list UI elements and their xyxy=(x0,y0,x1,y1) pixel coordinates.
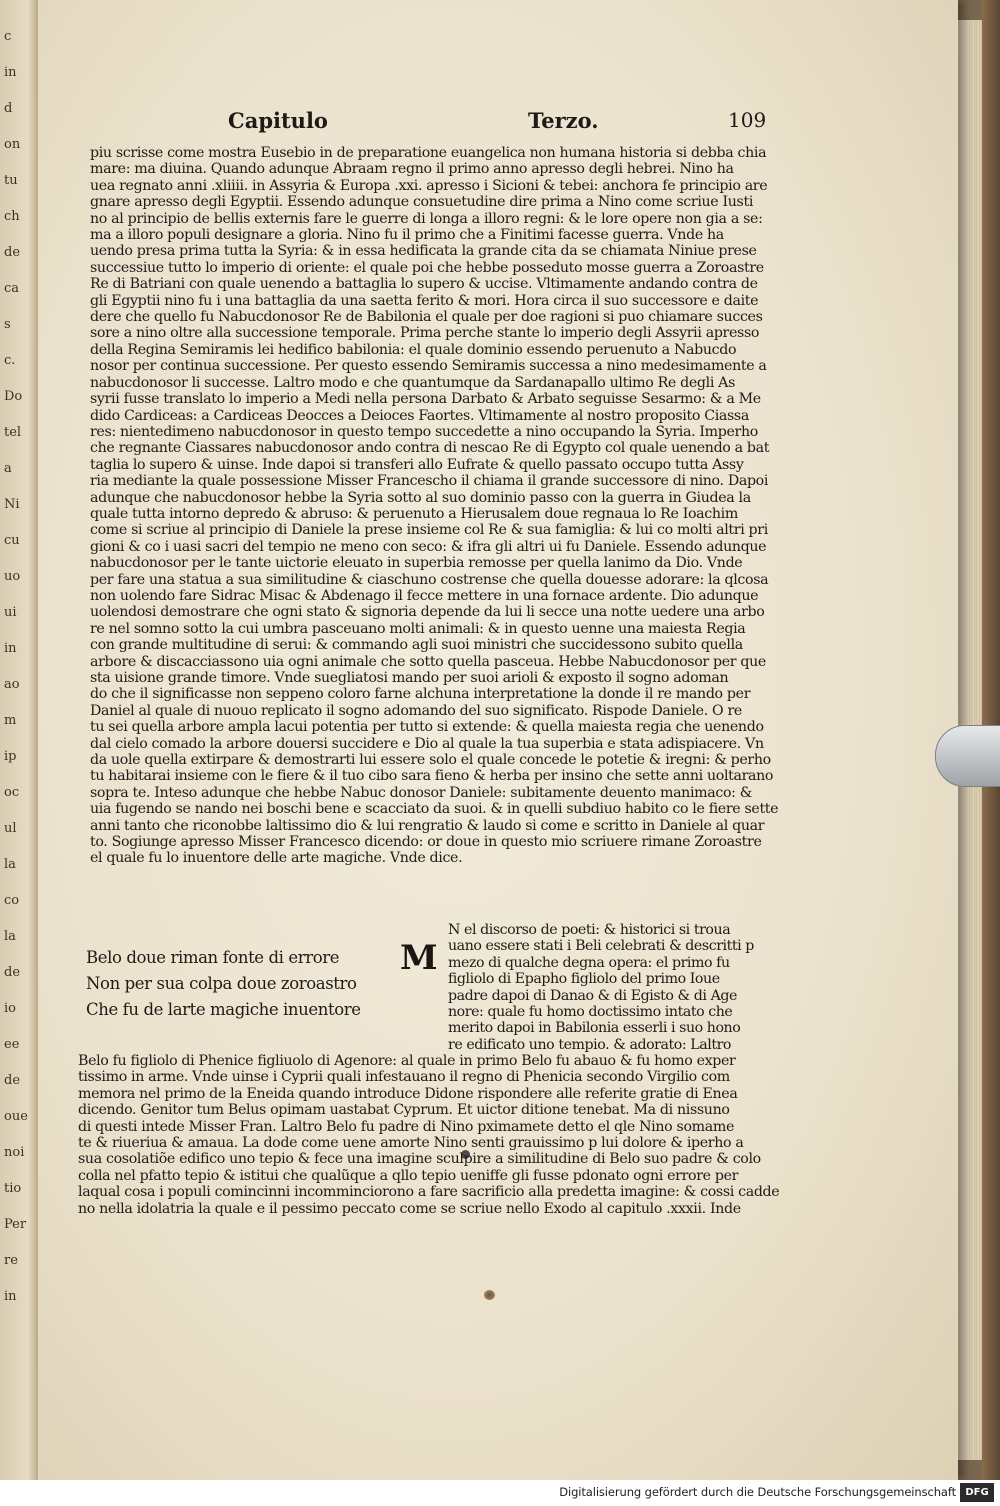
commentary-line: anni tanto che riconobbe laltissimo dio & lui rengratio & laudo si come e scritto in Daniele al quar xyxy=(90,817,765,834)
commentary-line: della Regina Semiramis lei hedifico babilonia: el quale dominio essendo peruenuto a Nabucdo xyxy=(90,341,737,358)
right-column-line: mezo di qualche degna opera: el primo fu xyxy=(448,954,730,971)
commentary-line: arbore & discacciassono uia ogni animale che sotto quella pasceua. Hebbe Nabucdonosor per que xyxy=(90,653,766,670)
left-page-fragment: re xyxy=(4,1253,18,1268)
right-column-line: re edificato uno tempio. & adorato: Laltro xyxy=(448,1036,731,1053)
right-column-text xyxy=(448,922,788,1053)
left-page-fragment: in xyxy=(4,1289,17,1304)
final-text-line: no nella idolatria la quale e il pessimo peccato come se scriue nello Exodo al capitulo .xxxii. Inde xyxy=(78,1200,741,1217)
final-text-line: Belo fu figliolo di Phenice figliuolo di Agenore: al quale in primo Belo fu abauo & fu homo exper xyxy=(78,1053,736,1069)
drop-initial: M xyxy=(400,938,438,978)
final-text-line: colla nel pfatto tepio & istitui che qualũque a qllo tepio ueniffe gli fusse pdonato ogni errore per xyxy=(78,1167,739,1184)
left-page-fragment: oc xyxy=(4,785,20,800)
left-page-fragment: ch xyxy=(4,209,20,224)
left-page-fragment: c xyxy=(4,29,12,44)
dfg-logo: DFG xyxy=(960,1483,994,1502)
commentary-line: piu scrisse come mostra Eusebio in de preparatione euangelica non humana historia si debba chia xyxy=(90,145,767,161)
commentary-line: dal cielo comado la arbore douersi succidere e Dio al quale la tua superbia e stata adispiacere. Vn xyxy=(90,735,764,752)
commentary-line: come si scriue al principio di Daniele la prese insieme col Re & sua famiglia: & lui co molti altri pri xyxy=(90,522,768,539)
commentary-line: successiue tutto lo imperio di oriente: el quale poi che hebbe posseduto mosse guerra a Zoroastre xyxy=(90,259,764,276)
verse-line: Non per sua colpa doue zoroastro xyxy=(86,974,357,993)
commentary-line: taglia lo supero & uinse. Inde dapoi si transferi allo Eufrate & quello passato occupo tutta Assy xyxy=(90,456,744,473)
final-text-line: di questi intede Misser Fran. Laltro Belo fu padre di Nino pximamete detto el qle Nino somame xyxy=(78,1118,734,1135)
commentary-line: nabucdonosor per le tante uictorie eleuato in superbia remosse per quella lanimo da Dio. Vnde xyxy=(90,555,743,572)
final-text-line: sua cosolatiõe edifico uno tepio & fece una imagine sculpire a similitudine di Belo suo padre & colo xyxy=(78,1151,761,1168)
commentary-line: uea regnato anni .xliiii. in Assyria & Europa .xxi. apresso i Sicioni & tebei: anchora fe principio are xyxy=(90,177,768,194)
paper-smudge xyxy=(484,1290,495,1300)
left-page-edge xyxy=(0,0,40,1480)
right-column-line: padre dapoi di Danao & di Egisto & di Age xyxy=(448,987,737,1004)
commentary-line: Daniel al quale di nuouo replicato il sogno adomando del suo significato. Rispode Daniele. O re xyxy=(90,702,742,719)
commentary-line: uolendosi demostrare che ogni stato & signoria depende da lui li secce una notte uedere una arbo xyxy=(90,604,765,621)
final-text-line: tissimo in arme. Vnde uinse i Cyprii quali infestauano il regno di Phenicia secondo Virgilio com xyxy=(78,1069,730,1086)
commentary-line: tu habitarai insieme con le fiere & il tuo cibo sara fieno & herba per insino che sette anni uoltarano xyxy=(90,768,774,785)
commentary-line: do che il significasse non seppeno coloro farne alchuna interpretatione la donde il re mando per xyxy=(90,686,751,703)
commentary-text-block xyxy=(90,145,790,867)
left-page-fragment: de xyxy=(4,965,21,980)
final-text-line: dicendo. Genitor tum Belus opimam uastabat Cyprum. Et uictor ditione tenebat. Ma di nissuno xyxy=(78,1102,730,1119)
right-column-line: nore: quale fu homo doctissimo intato che xyxy=(448,1004,733,1021)
left-page-fragment: a xyxy=(4,461,12,476)
left-page-fragment: cu xyxy=(4,533,20,548)
commentary-line: syrii fusse translato lo imperio a Medi nella persona Darbato & Arbato seguisse Sesarmo: & a Me xyxy=(90,391,761,408)
right-column-line: merito dapoi in Babilonia esserli i suo hono xyxy=(448,1020,741,1037)
left-page-fragment: in xyxy=(4,65,17,80)
left-page-fragment: uo xyxy=(4,569,21,584)
commentary-line: Re di Batriani con quale uenendo a battaglia lo supero & uccise. Vltimamente andando contra de xyxy=(90,276,758,293)
commentary-line: adunque che nabucdonosor hebbe la Syria sotto al suo dominio passo con la guerra in Giudea la xyxy=(90,489,751,506)
left-page-fragment: co xyxy=(4,893,20,908)
commentary-line: gnare apresso degli Egyptii. Essendo adunque consuetudine dire prima a Nino come scriue Iusti xyxy=(90,194,754,211)
commentary-line: uendo presa prima tutta la Syria: & in essa hedificata la grande cita da se chiamata Niniue prese xyxy=(90,243,757,260)
commentary-line: nosor per continua successione. Per questo essendo Semiramis successa a nino medesimamente a xyxy=(90,358,767,375)
left-page-fragment: in xyxy=(4,641,17,656)
left-page-fragment: la xyxy=(4,929,16,944)
left-page-fragment: ca xyxy=(4,281,20,296)
final-text-line: te & riueriua & amaua. La dode come uene amorte Nino senti grauissimo p lui dolore & iperho a xyxy=(78,1135,744,1152)
left-page-fragment: m xyxy=(4,713,17,728)
left-page-fragment: c. xyxy=(4,353,16,368)
left-page-fragment: oue xyxy=(4,1109,28,1124)
left-page-fragment: Do xyxy=(4,389,23,404)
commentary-line: mare: ma diuina. Quando adunque Abraam regno il primo anno apresso degli hebrei. Nino ha xyxy=(90,161,734,178)
right-column-line: figliolo di Epapho figliolo del primo Ioue xyxy=(448,971,720,988)
commentary-line: non uolendo fare Sidrac Misac & Abdenago il fecce mettere in una fornace ardente. Dio adunque xyxy=(90,587,759,604)
footer-credit: Digitalisierung gefördert durch die Deutsche Forschungsgemeinschaft xyxy=(559,1485,956,1499)
commentary-line: da uole quella extirpare & demostrarti lui essere solo el quale concede le potetie & iregni: & perho xyxy=(90,752,771,769)
left-page-fragment: d xyxy=(4,101,13,116)
left-page-fragment: io xyxy=(4,1001,16,1016)
page-number: 109 xyxy=(728,108,767,132)
running-head xyxy=(38,108,958,138)
left-page-fragment: la xyxy=(4,857,16,872)
left-page-fragment: ul xyxy=(4,821,17,836)
commentary-line: ria mediante la quale possessione Misser Francescho il chiama il grande successore di nino. Dapoi xyxy=(90,473,769,490)
left-page-fragment: s xyxy=(4,317,11,332)
commentary-line: gli Egyptii nino fu i una battaglia da una saetta ferito & mori. Hora circa il suo successore e daite xyxy=(90,292,759,309)
final-text-block xyxy=(78,1053,790,1217)
commentary-line: con grande multitudine di serui: & commando agli suoi ministri che succidessono subito quella xyxy=(90,637,743,654)
verse-line: Che fu de larte magiche inuentore xyxy=(86,1000,361,1019)
running-head-chapter: Capitulo xyxy=(228,108,328,133)
commentary-line: ma a illoro populi designare a gloria. Nino fu il primo che a Finitimi facesse guerra. Vnde ha xyxy=(90,227,724,244)
commentary-line: sta uisione grande timore. Vnde suegliatosi mando per suoi arioli & exposto il sogno adoman xyxy=(90,670,729,686)
commentary-line: re nel somno sotto la cui umbra pasceuano molti animali: & in questo uenne una maiesta Regia xyxy=(90,620,746,637)
left-page-fragment: tio xyxy=(4,1181,22,1196)
page-clip-tab xyxy=(935,725,1000,787)
commentary-line: no al principio de bellis externis fare le guerre di longa a illoro regni: & le lore opere non gia a se: xyxy=(90,210,763,227)
commentary-line: dere che quello fu Nabucdonosor Re de Babilonia el quale per doe ragioni si puo chiamare succes xyxy=(90,309,763,326)
final-text-line: memora nel primo de la Eneida quando introduce Didone rispondere alle referite gratie di Enea xyxy=(78,1085,738,1102)
left-page-fragment: ui xyxy=(4,605,17,620)
left-page-fragment: tel xyxy=(4,425,22,440)
left-page-fragment: de xyxy=(4,245,21,260)
footer-bar xyxy=(0,1480,1000,1506)
commentary-line: to. Sogiunge apresso Misser Francesco dicendo: or doue in questo mio scriuere rimane Zoroastre xyxy=(90,834,762,851)
left-page-fragment: Ni xyxy=(4,497,20,512)
commentary-line: sopra te. Inteso adunque che hebbe Nabuc donosor Daniele: subitamente deuento manimaco: & xyxy=(90,784,753,801)
left-page-fragment: noi xyxy=(4,1145,25,1160)
commentary-line: el quale fu lo inuentore delle arte magiche. Vnde dice. xyxy=(90,850,463,867)
commentary-line: per fare una statua a sua similitudine & ciaschuno costrense che quella douesse adorare: la qlcosa xyxy=(90,571,769,588)
commentary-line: uia fugendo se nando nei boschi bene e scacciato da suoi. & in quelli subdiuo habito co le fiere sette xyxy=(90,801,779,818)
left-page-fragment: ee xyxy=(4,1037,20,1052)
right-column-line: uano essere stati i Beli celebrati & descritti p xyxy=(448,938,754,955)
left-page-fragment: ip xyxy=(4,749,17,764)
left-page-fragment: on xyxy=(4,137,21,152)
verse-line: Belo doue riman fonte di errore xyxy=(86,948,340,967)
commentary-line: che regnante Ciassares nabucdonosor ando contra di nescao Re di Egypto col quale uenendo a bat xyxy=(90,440,770,457)
verse-block xyxy=(86,945,416,1023)
left-page-fragment: de xyxy=(4,1073,21,1088)
commentary-line: tu sei quella arbore ampla lacui potentia per tutto si extende: & quella maiesta regia che uenendo xyxy=(90,719,764,736)
running-head-chapter-number: Terzo. xyxy=(528,108,599,133)
commentary-line: dido Cardiceas: a Cardiceas Deocces a Deioces Faortes. Vltimamente al nostro proposito Ciassa xyxy=(90,407,749,424)
book-page xyxy=(38,0,958,1480)
commentary-line: gioni & co i uasi sacri del tempio ne meno con seco: & ifra gli altri ui fu Daniele. Essendo adunque xyxy=(90,538,767,555)
left-page-fragment: Per xyxy=(4,1217,27,1232)
left-page-fragment: ao xyxy=(4,677,20,692)
commentary-line: quale tutta intorno depredo & abruso: & peruenuto a Hierusalem doue regnaua lo Re Ioachim xyxy=(90,505,738,522)
commentary-line: res: nientedimeno nabucdonosor in questo tempo succedette a nino occupando la Syria. Imperho xyxy=(90,423,758,440)
right-column-line: N el discorso de poeti: & historici si troua xyxy=(448,922,731,938)
left-page-fragment: tu xyxy=(4,173,18,188)
commentary-line: nabucdonosor li successe. Laltro modo e che quantumque da Sardanapallo ultimo Re degli As xyxy=(90,374,735,391)
commentary-line: sore a nino oltre alla successione temporale. Prima perche stante lo imperio degli Assyrii apresso xyxy=(90,325,760,342)
final-text-line: laqual cosa i populi comincinni incomminciorono a fare sacrificio alla predetta imagine: & cossi cadde xyxy=(78,1184,780,1201)
